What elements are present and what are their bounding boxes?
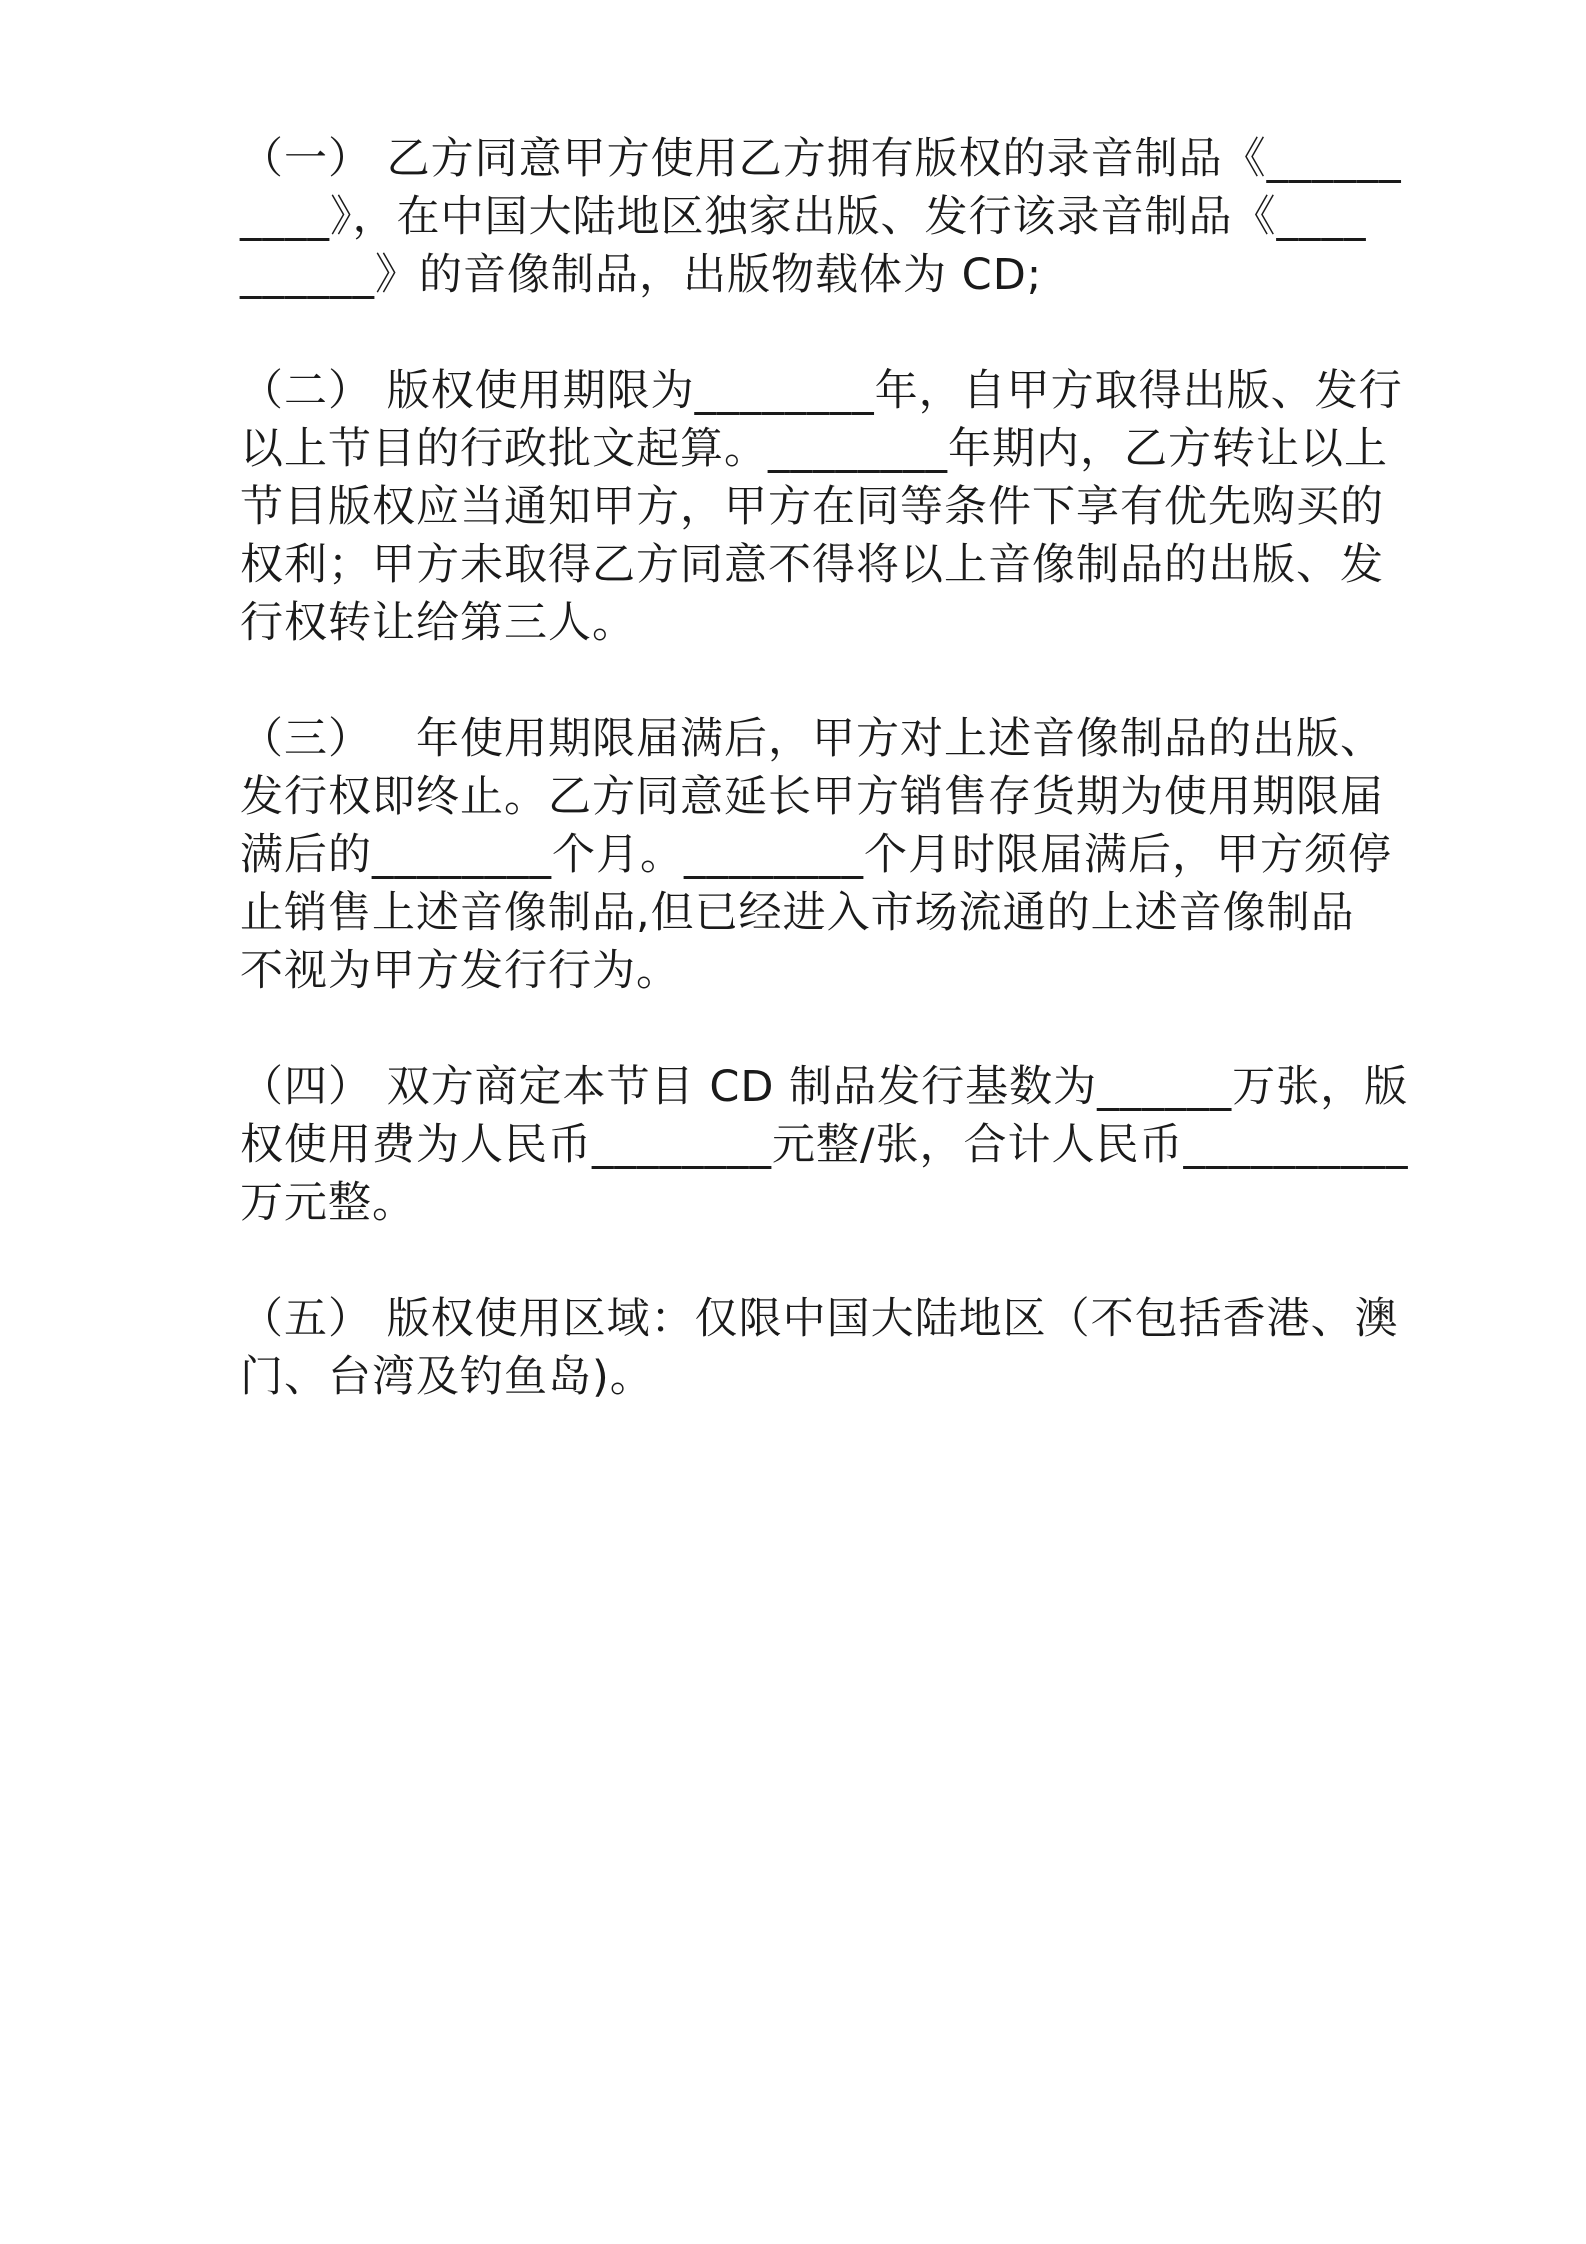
clause-3-line-3: 满后的________个月。________个月时限届满后，甲方须停 — [240, 830, 1392, 880]
clause-4-line-2: 权使用费为人民币________元整/张，合计人民币__________ — [240, 1120, 1409, 1170]
clause-4-line-3: 万元整。 — [240, 1178, 416, 1228]
clause-4-line-1: （四） 双方商定本节目 CD 制品发行基数为______万张，版 — [240, 1062, 1409, 1112]
clause-1-line-1: （一） 乙方同意甲方使用乙方拥有版权的录音制品《______ — [240, 134, 1402, 184]
clause-3-line-1: （三） 年使用期限届满后，甲方对上述音像制品的出版、 — [240, 714, 1385, 764]
clause-1-line-2: ____》，在中国大陆地区独家出版、发行该录音制品《____ — [240, 192, 1367, 242]
clause-2-line-2: 以上节目的行政批文起算。________年期内，乙方转让以上 — [240, 424, 1388, 474]
clause-3-line-2: 发行权即终止。乙方同意延长甲方销售存货期为使用期限届 — [240, 772, 1384, 822]
clause-2-line-1: （二） 版权使用期限为________年，自甲方取得出版、发行 — [240, 366, 1403, 416]
clause-2-line-4: 权利；甲方未取得乙方同意不得将以上音像制品的出版、发 — [240, 540, 1384, 590]
clause-2-line-5: 行权转让给第三人。 — [240, 598, 636, 648]
clause-5-line-1: （五） 版权使用区域：仅限中国大陆地区（不包括香港、澳 — [240, 1294, 1399, 1344]
clause-3-line-4: 止销售上述音像制品,但已经进入市场流通的上述音像制品 — [240, 888, 1355, 938]
clause-2-line-3: 节目版权应当通知甲方，甲方在同等条件下享有优先购买的 — [240, 482, 1384, 532]
clause-5-line-2: 门、台湾及钓鱼岛)。 — [240, 1352, 654, 1402]
clause-3-line-5: 不视为甲方发行行为。 — [240, 946, 680, 996]
clause-1-line-3: ______》的音像制品，出版物载体为 CD; — [240, 250, 1043, 300]
